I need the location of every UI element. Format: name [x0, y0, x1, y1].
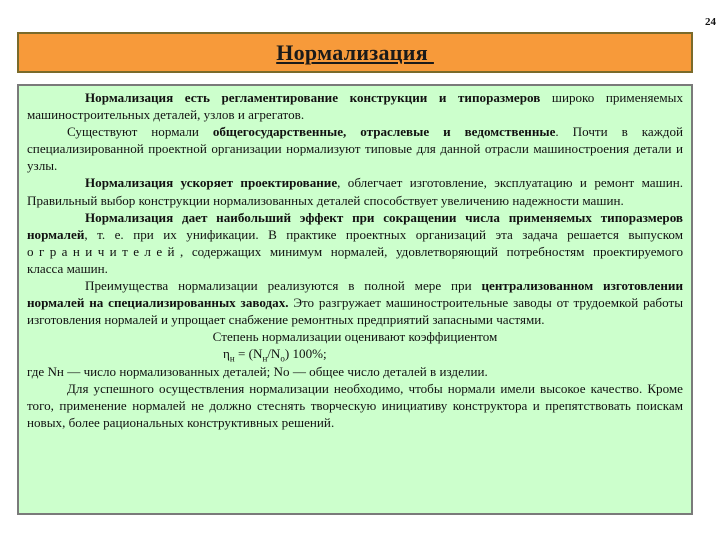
formula-slash: /N	[267, 346, 281, 362]
norm-types-bold: общегосударственные, отраслевые и ведомственные	[212, 124, 556, 140]
paragraph-quality: Для успешного осуществления нормализации необходимо, чтобы нормали имели высокое качество. Кроме того, применение нормалей не должно стеснять творческую инициативу конструктора и препятствовать поискам новых, более рациональных конструктивных решений.	[27, 380, 683, 430]
paragraph-acceleration	[27, 174, 683, 208]
formula-o-sub: о	[280, 354, 285, 365]
title-banner	[17, 32, 693, 73]
unification-mid: , т. е. при их унификации. В практике проектных организаций эта задача решается выпуском	[84, 226, 683, 242]
unification-rest: , содержащих минимум нормалей, удовлетворяющий потребностям проектируемого класса машин.	[27, 243, 683, 276]
formula-tail: ) 100%;	[284, 346, 327, 362]
content-panel	[17, 84, 693, 515]
paragraph-definition	[27, 89, 683, 123]
formula-eta-sub: н	[229, 354, 235, 365]
limiters-term: ограничителей	[27, 243, 180, 259]
paragraph-norm-types	[27, 123, 683, 174]
definition-bold: Нормализация есть регламентирование конструкции и типоразмеров	[85, 90, 541, 105]
page-number: 24	[705, 16, 716, 28]
norm-types-rest: . Почти в каждой специализированной проектной организации нормализуют типовые для данной отрасли машиностроения детали и узлы.	[27, 124, 683, 174]
norm-types-start: Существуют нормали	[67, 124, 213, 140]
formula	[27, 345, 683, 365]
formula-eta: η	[223, 346, 230, 362]
unification-bold: Нормализация дает наибольший эффект при сокращении числа применяемых типоразмеров нормалей	[27, 209, 683, 242]
definition-rest: широко применяемых машиностроительных деталей, узлов и агрегатов.	[27, 90, 683, 123]
paragraph-centralization	[27, 277, 683, 328]
centralization-bold: централизованном изготовлении нормалей на специализированных заводах.	[27, 278, 683, 311]
acceleration-rest: , облегчает изготовление, эксплуатацию и ремонт машин. Правильный выбор конструкции нормализованных деталей способствует увеличению надежности машин.	[27, 175, 683, 208]
page-title: Нормализация	[276, 39, 428, 65]
acceleration-bold: Нормализация ускоряет проектирование	[85, 175, 338, 191]
centralization-rest: Это разгружает машиностроительные заводы от трудоемкой работы изготовления нормалей и упрощает снабжение ремонтных предприятий запасными частями.	[27, 295, 683, 328]
paragraph-coefficient: Степень нормализации оценивают коэффициентом	[212, 329, 498, 345]
formula-eq: = (N	[234, 346, 263, 362]
centralization-start: Преимущества нормализации реализуются в полной мере при	[85, 278, 482, 294]
paragraph-unification	[27, 209, 683, 277]
paragraph-definitions: где Nн — число нормализованных деталей; Nо — общее число деталей в изделии.	[27, 363, 488, 379]
formula-n-sub: н	[262, 354, 268, 365]
